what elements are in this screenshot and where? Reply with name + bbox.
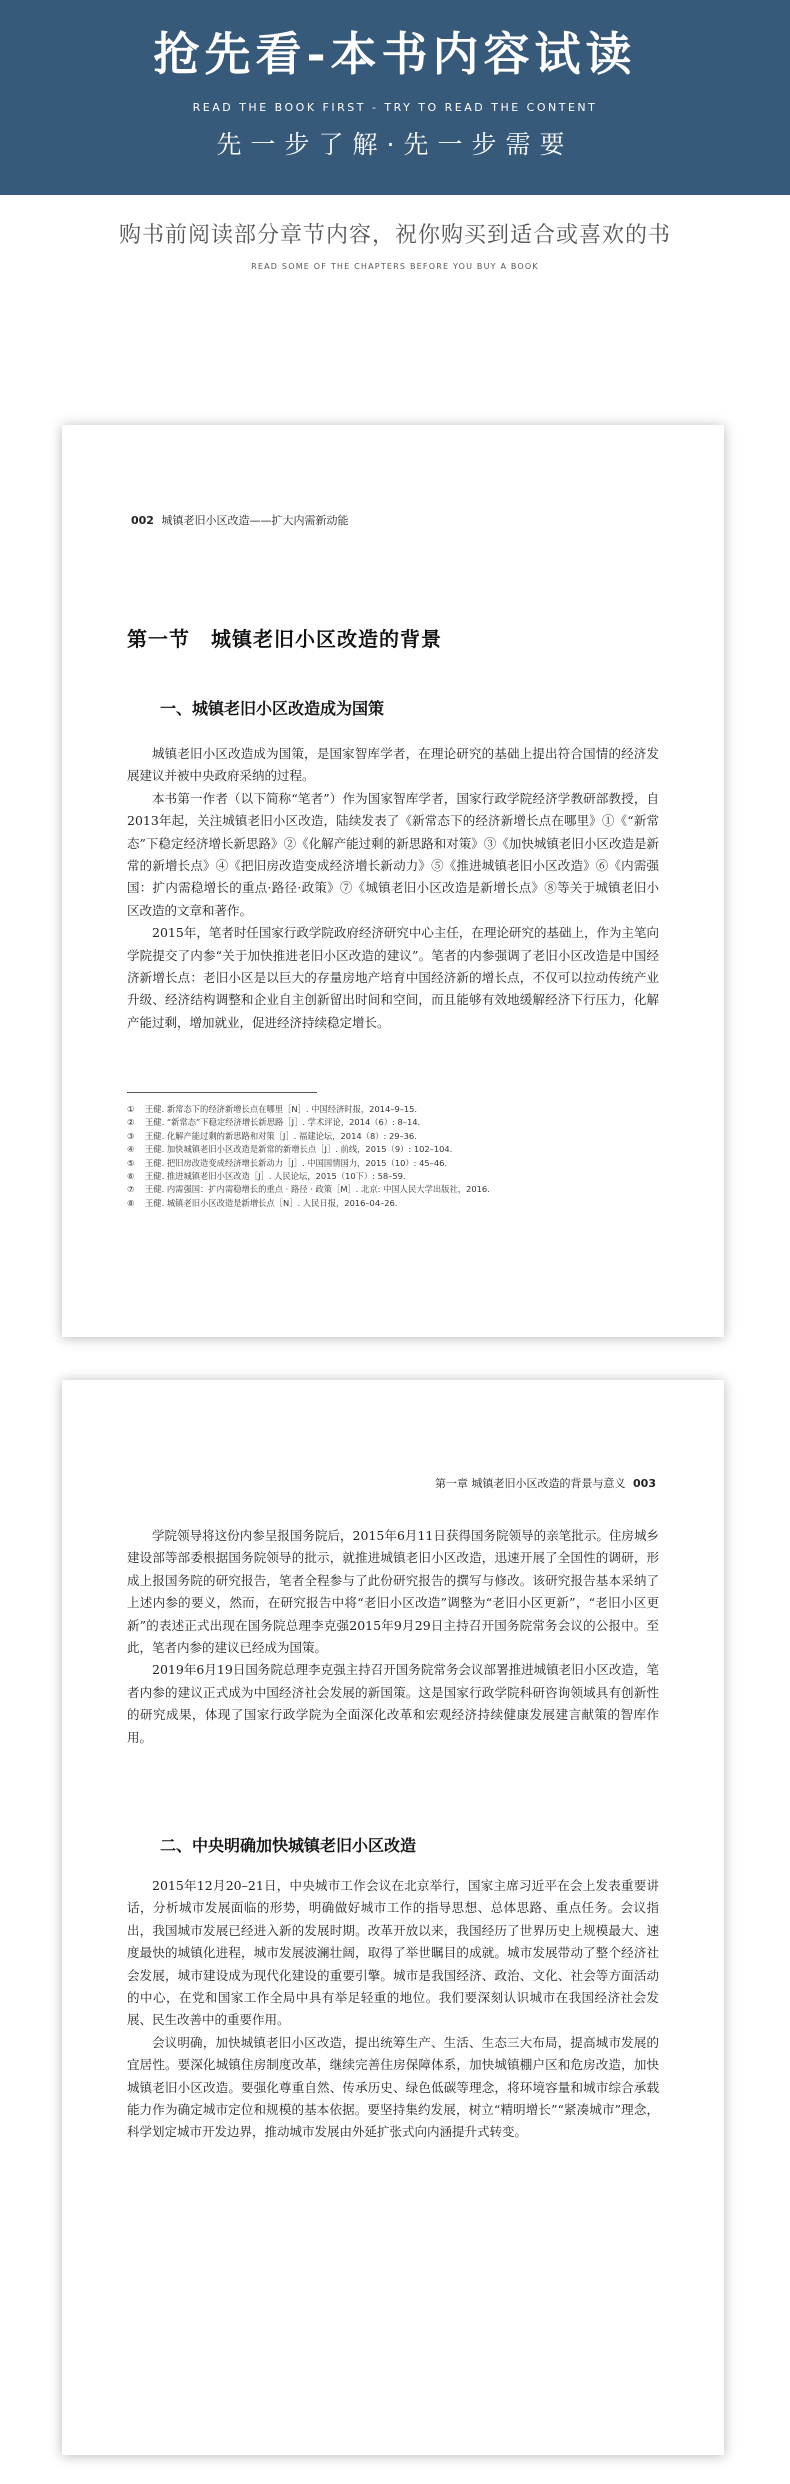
paragraph: 2015年，笔者时任国家行政学院政府经济研究中心主任，在理论研究的基础上，作为主笔向学院提交了内参“关于加快推进老旧小区改造的建议”。笔者的内参强调了老旧小区改造是中国经济新增长点：老旧小区是以巨大的存量房地产培育中国经济新的增长点，不仅可以拉动传统产业升级、经济结构调整和企业自主创新留出时间和空间，而且能够有效地缓解经济下行压力，化解产能过剩，增加就业，促进经济持续稳定增长。 (127, 925, 659, 1030)
paragraph: 学院领导将这份内参呈报国务院后，2015年6月11日获得国务院领导的亲笔批示。住房城乡建设部等部委根据国务院领导的批示，就推进城镇老旧小区改造，迅速开展了全国性的调研，形成上报国务院的研究报告，笔者全程参与了此份研究报告的撰写与修改。该研究报告基本采纳了上述内参的要义，然而，在研究报告中将“老旧小区改造”调整为“老旧小区更新”，“老旧小区更新”的表述正式出现在国务院总理李克强2015年9月29日主持召开国务院常务会议的公报中。至此，笔者内参的建议已经成为国策。 (127, 1528, 659, 1656)
banner-title: 抢先看-本书内容试读 (153, 27, 637, 81)
intro-text-en: READ SOME OF THE CHAPTERS BEFORE YOU BUY A BOOK (251, 262, 539, 271)
footnote: ⑤ 王健. 把旧房改造变成经济增长新动力［J］. 中国国情国力，2015（10）: 45–46. (127, 1157, 448, 1168)
footnote: ⑦ 王健. 内需强国：扩内需稳增长的重点 · 路径 · 政策［M］. 北京: 中国人民大学出版社，2016. (127, 1184, 490, 1195)
running-title: 城镇老旧小区改造——扩大内需新动能 (161, 514, 349, 527)
paragraph: 城镇老旧小区改造成为国策，是国家智库学者，在理论研究的基础上提出符合国情的经济发展建议并被中央政府采纳的过程。 (127, 746, 659, 784)
body-text (127, 1875, 659, 2144)
footnote: ④ 王健. 加快城镇老旧小区改造是新常的新增长点［J］. 前线，2015（9）: 102–104. (127, 1144, 453, 1155)
footnote: ② 王健. “新常态”下稳定经济增长新思路［J］. 学术评论，2014（6）: 8–14. (127, 1117, 421, 1128)
footnote: ③ 王健. 化解产能过剩的新思路和对策［J］. 福建论坛，2014（8）: 29–36. (127, 1130, 417, 1141)
footnote: ① 王健. 新常态下的经济新增长点在哪里［N］. 中国经济时报，2014–9–15. (127, 1104, 418, 1114)
footnotes (127, 1103, 667, 1210)
body-text (127, 743, 659, 1034)
footnote-divider (127, 1092, 317, 1093)
page-number: 003 (633, 1477, 656, 1490)
running-title: 城镇老旧小区改造的背景与意义 (471, 1477, 626, 1490)
body-text (127, 1525, 659, 1749)
book-page-003 (62, 1380, 724, 2455)
sub-title: 一、城镇老旧小区改造成为国策 (160, 699, 385, 718)
paragraph: 本书第一作者（以下简称“笔者”）作为国家智库学者，国家行政学院经济学教研部教授，自2013年起，关注城镇老旧小区改造，陆续发表了《新常态下的经济新增长点在哪里》①《“新常态”下稳定经济增长新思路》②《化解产能过剩的新思路和对策》③《加快城镇老旧小区改造是新常的新增长点》④《把旧房改造变成经济增长新动力》⑤《推进城镇老旧小区改造》⑥《内需强国：扩内需稳增长的重点·路径·政策》⑦《城镇老旧小区改造是新增长点》⑧等关于城镇老旧小区改造的文章和著作。 (127, 790, 659, 918)
page-number: 002 (131, 514, 154, 527)
footnote: ⑥ 王健. 推进城镇老旧小区改造［J］. 人民论坛，2015（10下）: 58–59. (127, 1171, 406, 1182)
paragraph: 2015年12月20–21日，中央城市工作会议在北京举行，国家主席习近平在会上发表重要讲话，分析城市发展面临的形势，明确做好城市工作的指导思想、总体思路、重点任务。会议指出，我国城市发展已经进入新的发展时期。改革开放以来，我国经历了世界历史上规模最大、速度最快的城镇化进程，城市发展波澜壮阔，取得了举世瞩目的成就。城市发展带动了整个经济社会发展，城市建设成为现代化建设的重要引擎。城市是我国经济、政治、文化、社会等方面活动的中心，在党和国家工作全局中具有举足轻重的地位。我们要深刻认识城市在我国经济社会发展、民生改善中的重要作用。 (127, 1878, 659, 2028)
running-header (127, 512, 348, 528)
sub-title: 二、中央明确加快城镇老旧小区改造 (160, 1836, 417, 1855)
running-header (435, 1475, 660, 1491)
header-banner (0, 0, 790, 195)
section-title: 第一节 城镇老旧小区改造的背景 (127, 627, 442, 651)
paragraph: 会议明确，加快城镇老旧小区改造，提出统筹生产、生活、生态三大布局，提高城市发展的宜居性。要深化城镇住房制度改革，继续完善住房保障体系，加快城镇棚户区和危房改造，加快城镇老旧小区改造。要强化尊重自然、传承历史、绿色低碳等理念，将环境容量和城市综合承载能力作为确定城市定位和规模的基本依据。要坚持集约发展，树立“精明增长”“紧凑城市”理念，科学划定城市开发边界，推动城市发展由外延扩张式向内涵提升式转变。 (127, 2034, 659, 2140)
banner-subtitle-cn: 先一步了解·先一步需要 (216, 130, 574, 159)
intro-text: 购书前阅读部分章节内容，祝你购买到适合或喜欢的书 (118, 223, 671, 248)
paragraph: 2019年6月19日国务院总理李克强主持召开国务院常务会议部署推进城镇老旧小区改造，笔者内参的建议正式成为中国经济社会发展的新国策。这是国家行政学院科研咨询领域具有创新性的研究成果，体现了国家行政学院为全面深化改革和宏观经济持续健康发展建言献策的智库作用。 (127, 1662, 659, 1745)
banner-subtitle-en: READ THE BOOK FIRST - TRY TO READ THE CONTENT (192, 101, 598, 114)
chapter-label: 第一章 (435, 1477, 469, 1490)
footnote: ⑧ 王健. 城镇老旧小区改造是新增长点［N］. 人民日报，2016–04–26. (127, 1197, 398, 1208)
book-page-002 (62, 425, 724, 1337)
